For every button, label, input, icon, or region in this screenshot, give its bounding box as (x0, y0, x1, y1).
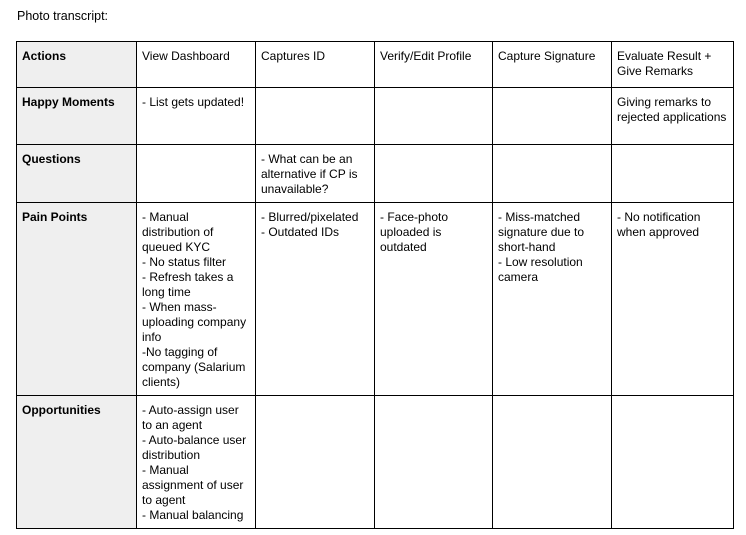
table-row-pain-points (17, 203, 734, 396)
table-cell (137, 145, 256, 203)
header-verify-edit-profile: Verify/Edit Profile (375, 42, 493, 88)
table-row-questions (17, 145, 734, 203)
table-cell (493, 145, 612, 203)
journey-map-table (16, 41, 734, 529)
header-view-dashboard: View Dashboard (137, 42, 256, 88)
table-cell: - List gets updated! (137, 88, 256, 145)
row-label-opportunities: Opportunities (17, 396, 137, 529)
table-row-opportunities (17, 396, 734, 529)
header-evaluate-result: Evaluate Result + Give Remarks (612, 42, 734, 88)
header-capture-signature: Capture Signature (493, 42, 612, 88)
table-cell: - Auto-assign user to an agent - Auto-balance user distribution - Manual assignment of user to agent - Manual balancing (137, 396, 256, 529)
table-cell (256, 88, 375, 145)
table-cell (375, 145, 493, 203)
table-cell: - What can be an alternative if CP is unavailable? (256, 145, 375, 203)
row-label-questions: Questions (17, 145, 137, 203)
table-row-happy-moments (17, 88, 734, 145)
table-cell: - Manual distribution of queued KYC - No status filter - Refresh takes a long time - When mass-uploading company info -No tagging of company (Salarium clients) (137, 203, 256, 396)
table-cell (256, 396, 375, 529)
table-cell: - Face-photo uploaded is outdated (375, 203, 493, 396)
header-actions-label: Actions (17, 42, 137, 88)
document-title: Photo transcript: (17, 9, 109, 23)
table-cell: Giving remarks to rejected applications (612, 88, 734, 145)
table-cell (375, 88, 493, 145)
table-cell: - Blurred/pixelated - Outdated IDs (256, 203, 375, 396)
table-cell (493, 396, 612, 529)
table-cell: - Miss-matched signature due to short-hand - Low resolution camera (493, 203, 612, 396)
table-header-row (17, 42, 734, 88)
table-cell (493, 88, 612, 145)
table-cell (612, 145, 734, 203)
table-cell (375, 396, 493, 529)
table-cell (612, 396, 734, 529)
header-captures-id: Captures ID (256, 42, 375, 88)
row-label-happy-moments: Happy Moments (17, 88, 137, 145)
row-label-pain-points: Pain Points (17, 203, 137, 396)
table-cell: - No notification when approved (612, 203, 734, 396)
